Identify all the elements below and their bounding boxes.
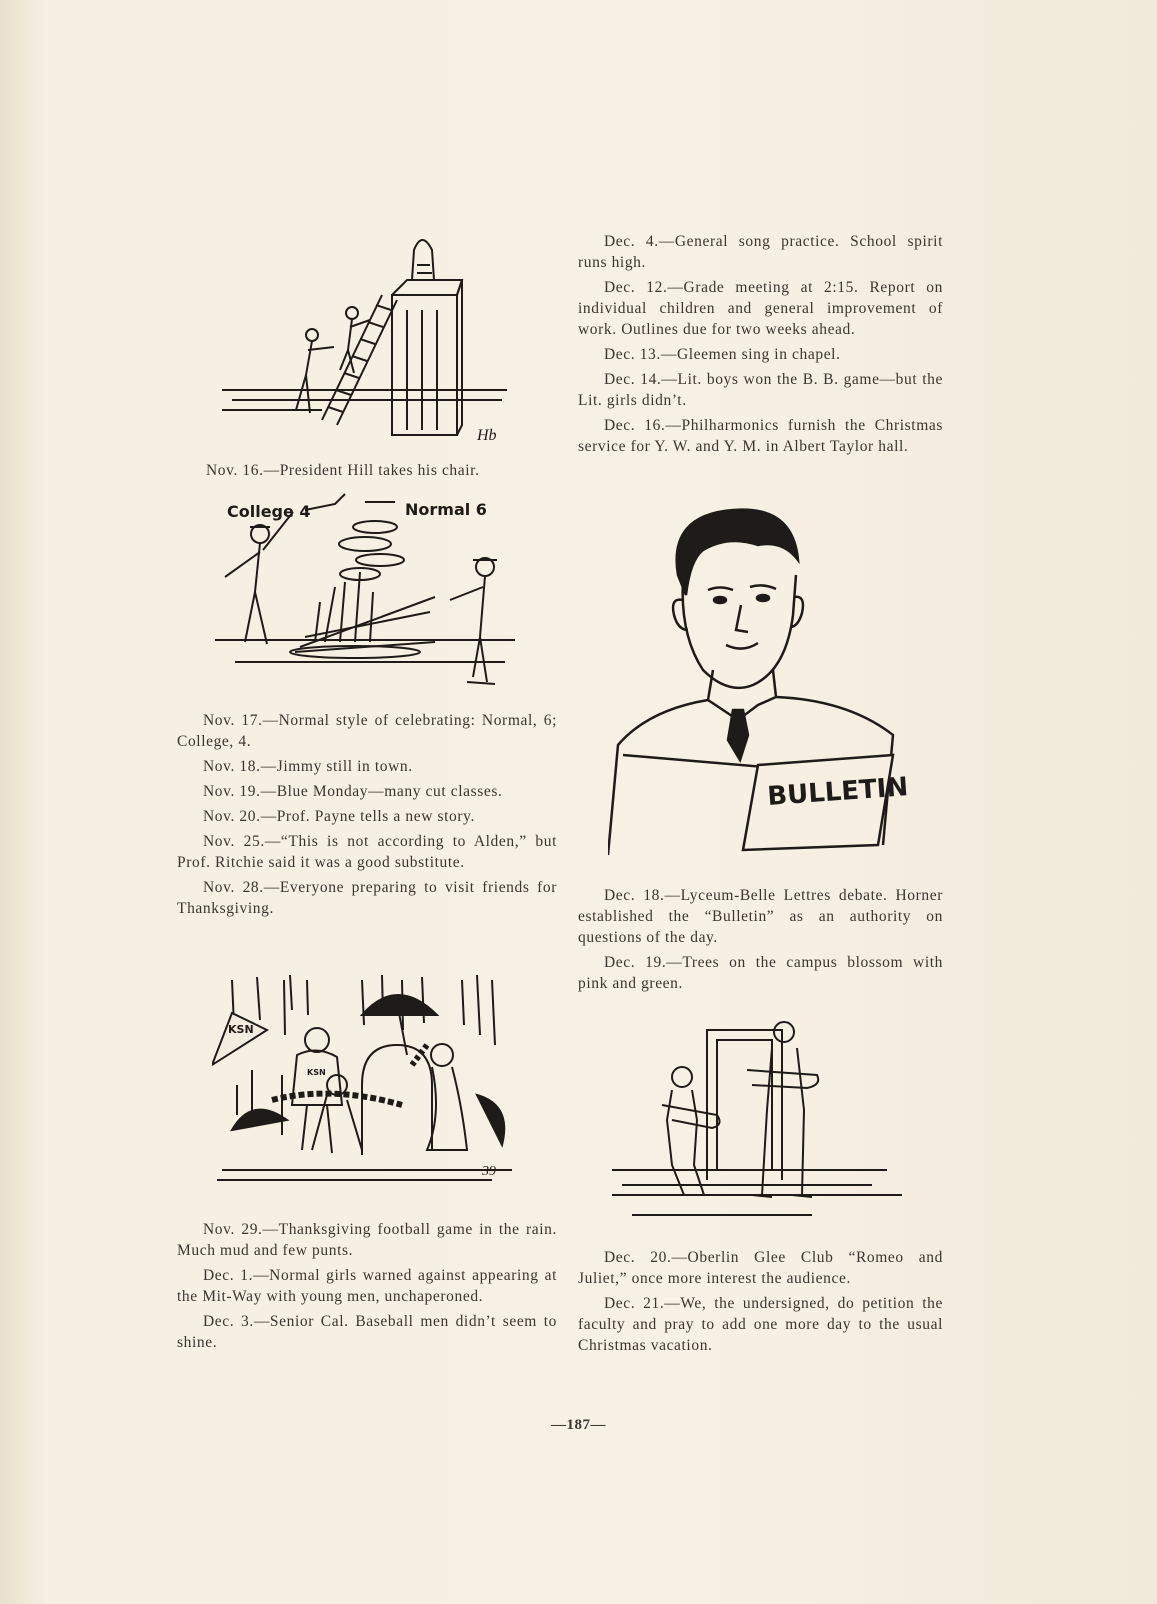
- entry-nov-25: Nov. 25.—“This is not according to Alden,” but Prof. Ritchie said it was a good substitute.: [177, 833, 557, 871]
- entry-nov-19: Nov. 19.—Blue Monday—many cut classes.: [203, 783, 503, 800]
- entry-dec-16: Dec. 16.—Philharmonics furnish the Christmas service for Y. W. and Y. M. in Albert Taylor hall.: [578, 417, 943, 455]
- entry-dec-18: Dec. 18.—Lyceum-Belle Lettres debate. Horner established the “Bulletin” as an authority on questions of the day.: [578, 887, 943, 946]
- page-number: —187—: [551, 1417, 606, 1433]
- bulletin-portrait-illustration: [608, 505, 913, 875]
- entry-dec-20: Dec. 20.—Oberlin Glee Club “Romeo and Juliet,” once more interest the audience.: [578, 1249, 943, 1287]
- right-column-bottom: [578, 1247, 943, 1360]
- entry-nov-17: Nov. 17.—Normal style of celebrating: Normal, 6; College, 4.: [177, 712, 557, 750]
- jersey-badge: KSN: [307, 1068, 326, 1077]
- entry-dec-4: Dec. 4.—General song practice. School spirit runs high.: [578, 233, 943, 271]
- entry-dec-1: Dec. 1.—Normal girls warned against appearing at the Mit-Way with young men, unchaperoned.: [177, 1267, 557, 1305]
- entry-nov-18: Nov. 18.—Jimmy still in town.: [203, 758, 413, 775]
- artist-signature: 39: [482, 1164, 496, 1179]
- entry-dec-12: Dec. 12.—Grade meeting at 2:15. Report on individual children and general improvement of work. Outlines due for two weeks ahead.: [578, 279, 943, 338]
- pennant-text: KSN: [228, 1023, 254, 1036]
- artist-monogram: Hb: [477, 427, 497, 444]
- score-label-college: College 4: [227, 502, 311, 521]
- entry-nov-28: Nov. 28.—Everyone preparing to visit friends for Thanksgiving.: [177, 879, 557, 917]
- left-column-bottom: [177, 1219, 557, 1357]
- score-label-normal: Normal 6: [405, 500, 487, 519]
- entry-nov-29: Nov. 29.—Thanksgiving football game in the rain. Much mud and few punts.: [177, 1221, 557, 1259]
- entry-dec-13: Dec. 13.—Gleemen sing in chapel.: [604, 346, 841, 363]
- entry-nov-20: Nov. 20.—Prof. Payne tells a new story.: [203, 808, 475, 825]
- entry-dec-14: Dec. 14.—Lit. boys won the B. B. game—but the Lit. girls didn’t.: [578, 371, 943, 409]
- glee-club-illustration: [612, 1010, 912, 1225]
- caption-nov-16: Nov. 16.—President Hill takes his chair.: [206, 462, 480, 479]
- chair-ladder-illustration: [222, 235, 512, 450]
- entry-dec-19: Dec. 19.—Trees on the campus blossom with pink and green.: [578, 954, 943, 992]
- right-column-middle: [578, 885, 943, 998]
- left-column-mid: [177, 710, 557, 923]
- entry-dec-3: Dec. 3.—Senior Cal. Baseball men didn’t seem to shine.: [177, 1313, 557, 1351]
- bulletin-sign: BULLETIN: [766, 772, 910, 812]
- right-column-top: [578, 231, 943, 461]
- entry-dec-21: Dec. 21.—We, the undersigned, do petition the faculty and pray to add one more day to the usual Christmas vacation.: [578, 1295, 943, 1354]
- bonfire-illustration: [205, 492, 525, 707]
- rain-football-illustration: [212, 975, 522, 1200]
